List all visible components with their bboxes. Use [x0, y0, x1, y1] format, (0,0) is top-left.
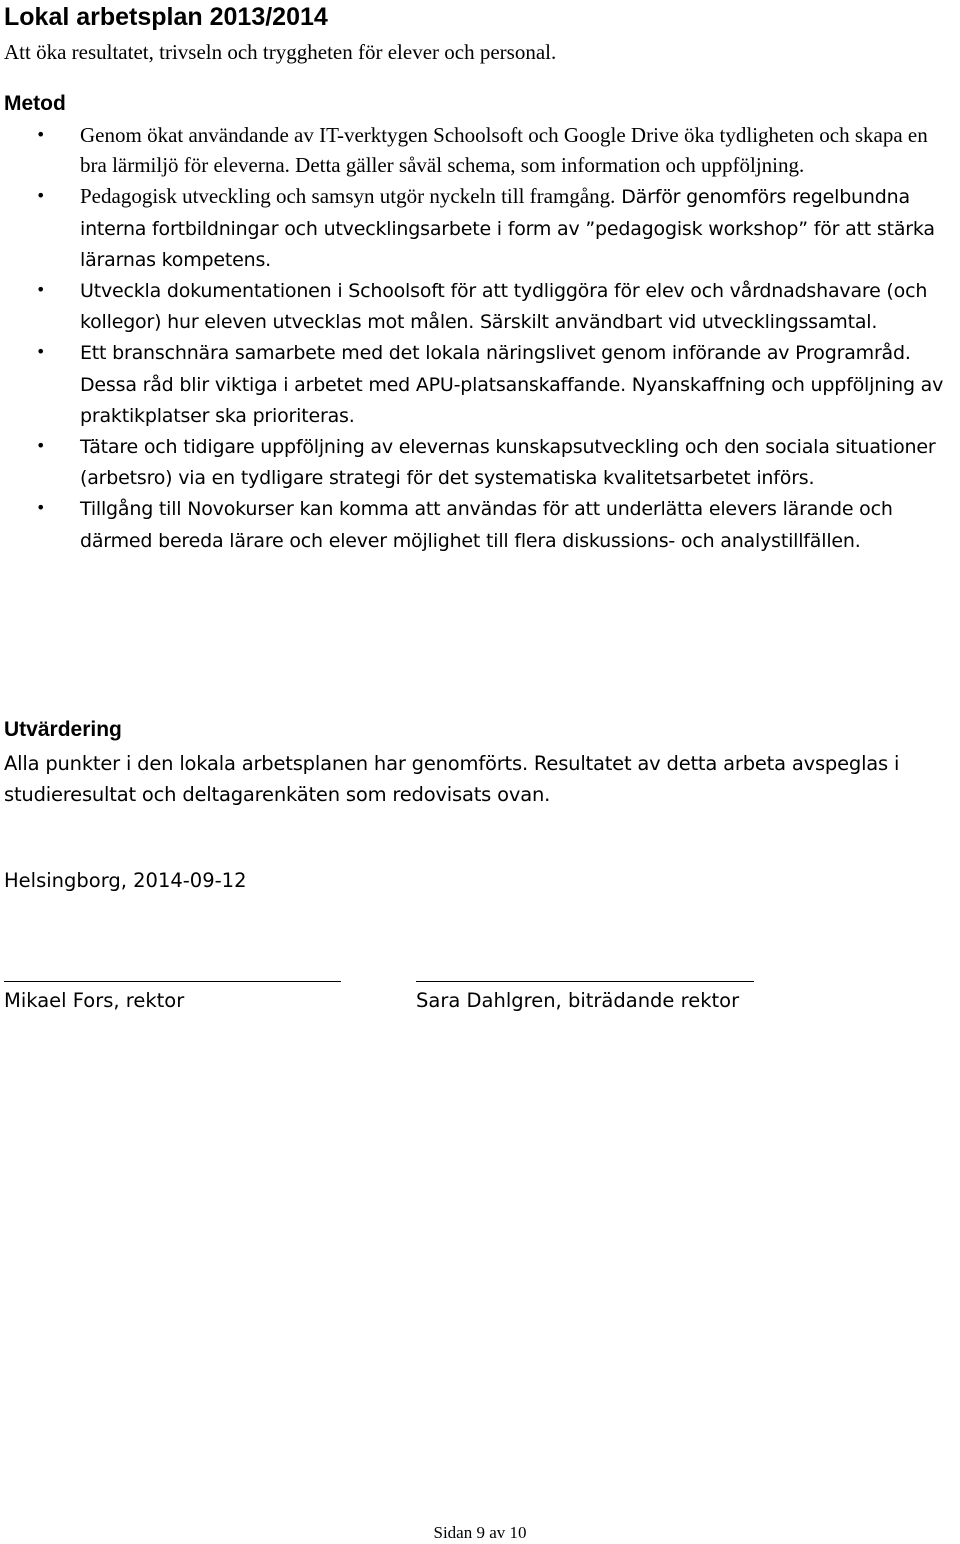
list-item-text: Pedagogisk utveckling och samsyn utgör nyckeln till framgång. — [80, 184, 616, 209]
page-subtitle: Att öka resultatet, trivseln och tryggheten för elever och personal. — [4, 40, 557, 64]
list-item-text: Ett branschnära samarbete med det lokala näringslivet genom införande av Programråd. Dessa råd blir viktiga i arbetet med APU-platsanskaffande. Nyanskaffning och uppföljning av praktikplatser ska prioriteras. — [80, 342, 944, 427]
method-list — [0, 120, 958, 556]
list-item — [0, 493, 958, 555]
bullet-icon: • — [36, 186, 46, 206]
evaluation-text: Alla punkter i den lokala arbetsplanen har genomförts. Resultatet av detta arbeta avspeglas i studieresultat och deltagarenkäten som redovisats ovan. — [4, 752, 900, 806]
section-heading-utvardering: Utvärdering — [4, 718, 122, 741]
place-date: Helsingborg, 2014-09-12 — [4, 869, 247, 892]
signature-line-right — [416, 981, 754, 982]
bullet-icon: • — [36, 498, 46, 518]
section-heading-metod: Metod — [4, 92, 66, 115]
list-item — [0, 120, 958, 181]
list-item — [0, 431, 958, 493]
list-item — [0, 337, 958, 431]
signature-name-right: Sara Dahlgren, biträdande rektor — [416, 989, 740, 1012]
list-item — [0, 181, 958, 275]
list-item-text: Tätare och tidigare uppföljning av elevernas kunskapsutveckling och den sociala situationer (arbetsro) via en tydligare strategi för det systematiska kvalitetsarbetet införs. — [80, 436, 936, 490]
signature-name-left: Mikael Fors, rektor — [4, 989, 185, 1012]
bullet-icon: • — [36, 125, 46, 144]
bullet-icon: • — [36, 436, 46, 456]
list-item-text: Utveckla dokumentationen i Schoolsoft för att tydliggöra för elev och vårdnadshavare (och kollegor) hur eleven utvecklas mot målen. Särskilt användbart vid utvecklingssamtal. — [80, 280, 928, 334]
bullet-icon: • — [36, 280, 46, 300]
list-item-text: Genom ökat användande av IT-verktygen Schoolsoft och Google Drive öka tydligheten och skapa en bra lärmiljö för eleverna. Detta gäller såväl schema, som information och uppföljning. — [80, 123, 928, 178]
page-title: Lokal arbetsplan 2013/2014 — [4, 3, 328, 31]
list-item-text: Tillgång till Novokurser kan komma att användas för att underlätta elevers lärande och därmed bereda lärare och elever möjlighet till flera diskussions- och analystillfällen. — [80, 498, 893, 552]
bullet-icon: • — [36, 342, 46, 362]
signature-line-left — [4, 981, 341, 982]
list-item-text-cont: Därför genomförs regelbundna interna fortbildningar och utvecklingsarbete i form av ”pedagogisk workshop” för att stärka lärarnas kompetens. — [80, 186, 935, 271]
list-item — [0, 275, 958, 337]
page-number: Sidan 9 av 10 — [433, 1523, 527, 1542]
